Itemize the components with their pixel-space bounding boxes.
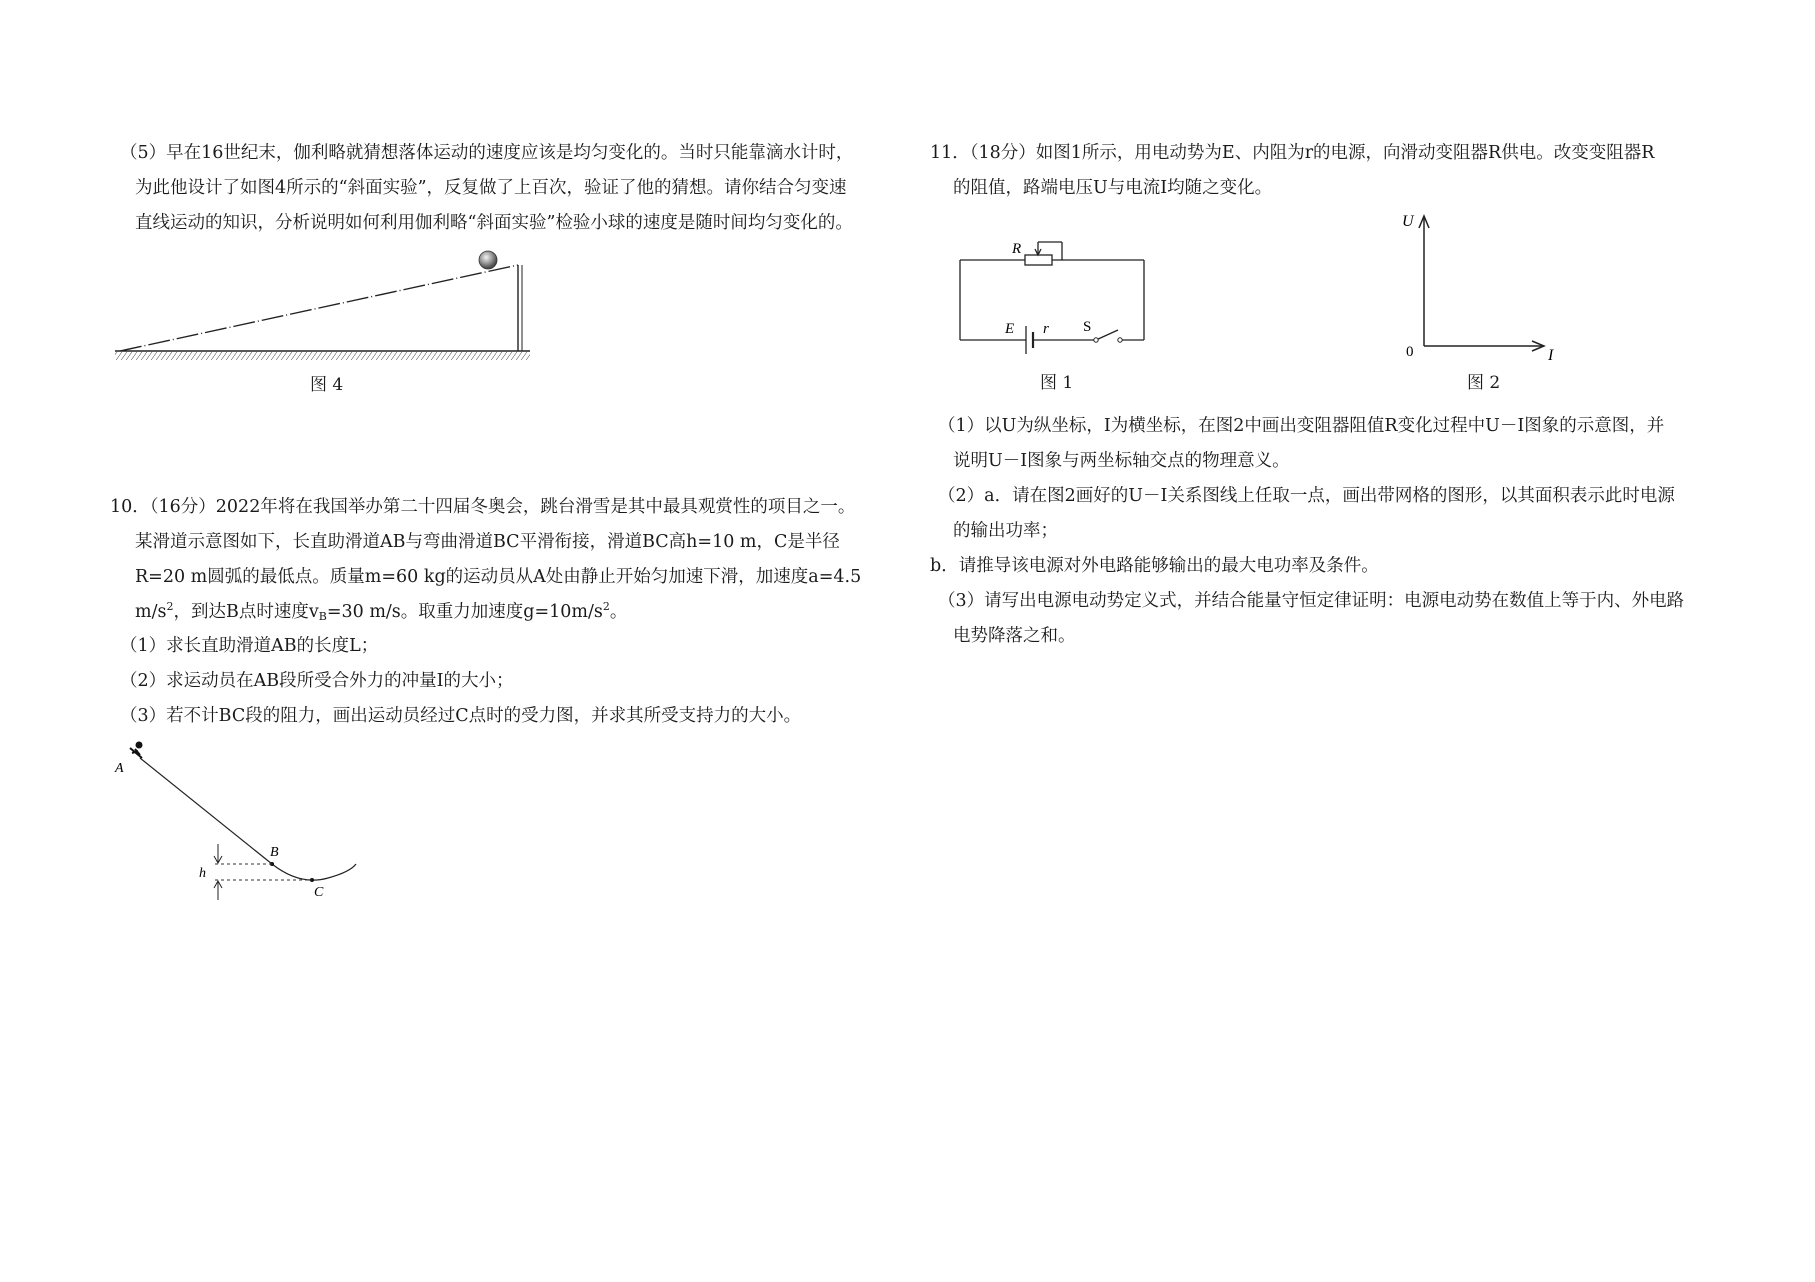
label-i: I [1548, 347, 1554, 364]
label-r-internal: r [1043, 321, 1049, 337]
q9-part5-line-2: 为此他设计了如图4所示的“斜面实验”，反复做了上百次，验证了他的猜想。请你结合匀变速 [135, 178, 847, 198]
switch-contact-1 [1094, 338, 1098, 342]
q10-line-4-a: m/s [135, 602, 167, 622]
ground-hatch [115, 352, 530, 360]
ski-slope-figure [110, 738, 370, 898]
curve-bc [272, 864, 356, 880]
incline-surface [120, 265, 518, 351]
skier-icon [130, 743, 142, 759]
q11-part2-line-3: b．请推导该电源对外电路能够输出的最大电功率及条件。 [930, 556, 1379, 576]
label-origin: 0 [1406, 344, 1414, 360]
q11-part1-line-1: （1）以U为纵坐标，I为横坐标，在图2中画出变阻器阻值R变化过程中U－I图象的示意图，并 [938, 416, 1665, 436]
q11-part1-line-2: 说明U－I图象与两坐标轴交点的物理意义。 [953, 451, 1290, 471]
q11-line-2: 的阻值，路端电压U与电流I均随之变化。 [953, 178, 1273, 198]
figure-1-circuit [950, 230, 1160, 370]
q10-line-4-sup: 2 [166, 600, 174, 613]
label-r-resistor: R [1012, 241, 1022, 257]
label-h: h [199, 866, 206, 881]
q10-line-1: 10．（16分）2022年将在我国举办第二十四届冬奥会，跳台滑雪是其中最具观赏性的项目之一。 [110, 497, 856, 517]
figure-4-caption: 图 4 [310, 375, 344, 395]
slope-ab [140, 758, 272, 864]
q10-line-4 [135, 600, 628, 623]
q10-sub-3: （3）若不计BC段的阻力，画出运动员经过C点时的受力图，并求其所受支持力的大小。 [120, 706, 802, 726]
q11-part2-line-1: （2）a．请在图2画好的U－I关系图线上任取一点，画出带网格的图形，以其面积表示此时电源 [938, 486, 1675, 506]
rheostat-r [1025, 255, 1052, 265]
label-c: C [314, 885, 324, 900]
label-a: A [115, 761, 124, 776]
label-u: U [1402, 213, 1414, 230]
q10-line-3: R=20 m圆弧的最低点。质量m=60 kg的运动员从A处由静止开始匀加速下滑，加速度a=4.5 [135, 567, 862, 587]
q10-line-4-d: 。 [609, 602, 628, 622]
q11-line-1: 11．（18分）如图1所示，用电动势为E、内阻为r的电源，向滑动变阻器R供电。改变变阻器R [930, 143, 1655, 163]
q9-part5-line-3: 直线运动的知识，分析说明如何利用伽利略“斜面实验”检验小球的速度是随时间均匀变化的。 [135, 213, 853, 233]
q10-line-2: 某滑道示意图如下，长直助滑道AB与弯曲滑道BC平滑衔接，滑道BC高h=10 m，C是半径 [135, 532, 840, 552]
switch-contact-2 [1118, 338, 1122, 342]
q11-part3-line-1: （3）请写出电源电动势定义式，并结合能量守恒定律证明：电源电动势在数值上等于内、外电路 [938, 591, 1685, 611]
figure-1-caption: 图 1 [1040, 373, 1074, 393]
q10-line-4-b: ，到达B点时速度v [173, 602, 319, 622]
label-e: E [1005, 321, 1015, 337]
q10-sub-1: （1）求长直助滑道AB的长度L； [120, 636, 379, 656]
q9-part5-line-1: （5）早在16世纪末，伽利略就猜想落体运动的速度应该是均匀变化的。当时只能靠滴水计时， [120, 143, 854, 163]
q11-part2-line-2: 的输出功率； [953, 521, 1058, 541]
figure-4-incline [110, 240, 530, 370]
label-b: B [270, 845, 279, 860]
ball [479, 251, 497, 269]
figure-2-caption: 图 2 [1467, 373, 1501, 393]
q10-sub-2: （2）求运动员在AB段所受合外力的冲量I的大小； [120, 671, 514, 691]
label-s: S [1083, 319, 1092, 335]
q10-line-4-c: =30 m/s。取重力加速度g=10m/s [326, 602, 603, 622]
q11-part3-line-2: 电势降落之和。 [953, 626, 1076, 646]
q10-line-4-sub: B [318, 610, 327, 623]
switch-s-lever [1096, 330, 1118, 340]
q10-line-4-sup2: 2 [602, 600, 610, 613]
figure-2-axes [1390, 208, 1570, 368]
